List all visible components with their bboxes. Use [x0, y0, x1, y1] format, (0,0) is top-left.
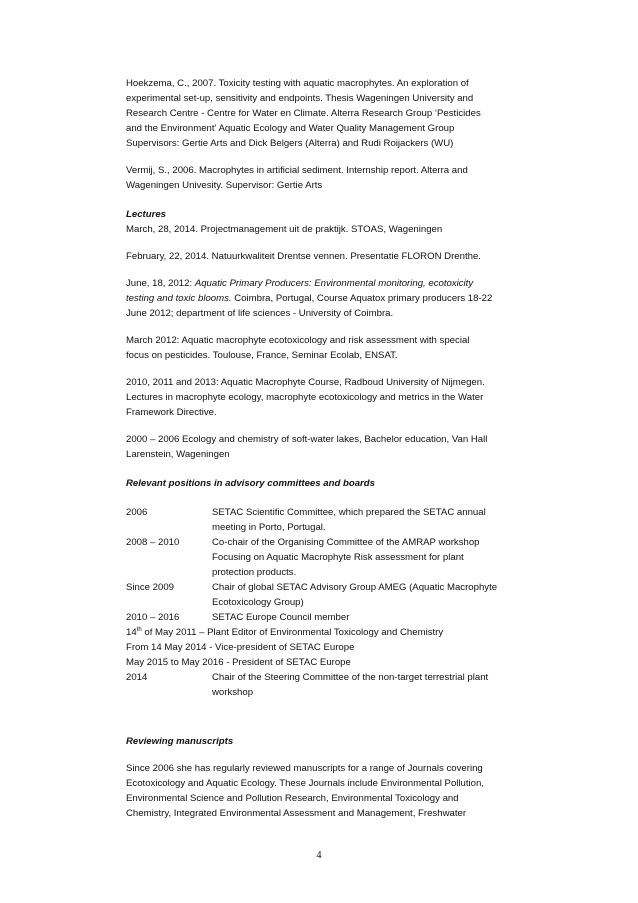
text-line: experimental set-up, sensitivity and endpoints. Thesis Wageningen University and [126, 93, 474, 104]
text-line: Hoekzema, C., 2007. Toxicity testing with aquatic macrophytes. An exploration of [126, 78, 469, 89]
position-row [126, 505, 536, 535]
lecture-title: testing and toxic blooms. [126, 293, 232, 304]
position-date: Since 2009 [126, 582, 175, 593]
position-detail: of May 2011 – Plant Editor of Environmental Toxicology and Chemistry [141, 627, 444, 638]
text-line: Chemistry, Integrated Environmental Assessment and Management, Freshwater [126, 808, 467, 819]
text-line: meeting in Porto, Portugal. [212, 522, 326, 533]
text-line: SETAC Europe Council member [212, 612, 350, 623]
text-line: Supervisors: Gertie Arts and Dick Belgers (Alterra) and Rudi Roijackers (WU) [126, 138, 454, 149]
text-line: Larenstein, Wageningen [126, 449, 230, 460]
lecture-item [126, 222, 536, 237]
lecture-date: June, 18, 2012: [126, 278, 195, 289]
position-description [212, 670, 536, 700]
text-line: Environmental Science and Pollution Research, Environmental Toxicology and [126, 793, 459, 804]
position-full-line [126, 625, 536, 640]
publication-vermij [126, 163, 536, 193]
reviewing-paragraph [126, 761, 536, 821]
position-date: 2006 [126, 507, 148, 518]
text-line: workshop [212, 687, 254, 698]
text-line: Research Centre - Centre for Water en Climate. Alterra Research Group ‘Pesticides [126, 108, 481, 119]
position-description [212, 580, 536, 610]
position-full-line: May 2015 to May 2016 - President of SETAC Europe [126, 657, 351, 668]
position-row [126, 535, 536, 580]
lectures-section [126, 207, 536, 462]
position-description [212, 610, 536, 625]
position-description [212, 505, 536, 535]
text-line: February, 22, 2014. Natuurkwaliteit Drentse vennen. Presentatie FLORON Drenthe. [126, 251, 481, 262]
lecture-item [126, 432, 536, 462]
reviewing-section [126, 734, 536, 821]
lecture-item [126, 333, 536, 363]
text-line: focus on pesticides. Toulouse, France, Seminar Ecolab, ENSAT. [126, 350, 398, 361]
text-line: March 2012: Aquatic macrophyte ecotoxicology and risk assessment with special [126, 335, 470, 346]
text-line: 2010, 2011 and 2013: Aquatic Macrophyte Course, Radboud University of Nijmegen. [126, 377, 485, 388]
text-line [126, 291, 536, 306]
text-line: Vermij, S., 2006. Macrophytes in artificial sediment. Internship report. Alterra and [126, 165, 468, 176]
position-full-line: From 14 May 2014 - Vice-president of SETAC Europe [126, 642, 355, 653]
text-line: protection products. [212, 567, 297, 578]
text-line: Chair of the Steering Committee of the non-target terrestrial plant [212, 672, 489, 683]
lecture-detail: Coimbra, Portugal, Course Aquatox primary producers 18-22 [231, 293, 493, 304]
text-line: and the Environment’ Aquatic Ecology and Water Quality Management Group [126, 123, 455, 134]
positions-table [126, 505, 536, 700]
text-line: March, 28, 2014. Projectmanagement uit de praktijk. STOAS, Wageningen [126, 224, 443, 235]
text-line [126, 276, 536, 291]
text-line: Framework Directive. [126, 407, 217, 418]
positions-heading: Relevant positions in advisory committees and boards [126, 478, 375, 489]
text-line: Focusing on Aquatic Macrophyte Risk assessment for plant [212, 552, 464, 563]
text-line: Ecotoxicology and Aquatic Ecology. These Journals include Environmental Pollution, [126, 778, 485, 789]
text-line: 2000 – 2006 Ecology and chemistry of soft-water lakes, Bachelor education, Van Hall [126, 434, 488, 445]
position-date: 2008 – 2010 [126, 537, 180, 548]
position-row [126, 670, 536, 700]
positions-section [126, 476, 536, 700]
text-line: SETAC Scientific Committee, which prepared the SETAC annual [212, 507, 486, 518]
lecture-item [126, 276, 536, 321]
lecture-item [126, 249, 536, 264]
position-description [212, 535, 536, 580]
text-line: Ecotoxicology Group) [212, 597, 304, 608]
text-line: Lectures in macrophyte ecology, macrophyte ecotoxicology and metrics in the Water [126, 392, 484, 403]
position-row [126, 610, 536, 625]
text-line: Since 2006 she has regularly reviewed manuscripts for a range of Journals covering [126, 763, 483, 774]
text-line: Wageningen Univesity. Supervisor: Gertie Arts [126, 180, 323, 191]
position-row [126, 580, 536, 610]
lecture-item [126, 375, 536, 420]
ordinal-suffix: th [136, 626, 142, 633]
reviewing-heading: Reviewing manuscripts [126, 736, 234, 747]
publication-hoekzema [126, 76, 536, 151]
section-spacer [126, 700, 536, 734]
text-line: Chair of global SETAC Advisory Group AMEG (Aquatic Macrophyte [212, 582, 498, 593]
lectures-heading: Lectures [126, 209, 166, 220]
document-page [126, 76, 536, 833]
text-line: Co-chair of the Organising Committee of the AMRAP workshop [212, 537, 480, 548]
page-number: 4 [316, 850, 322, 861]
lecture-title: Aquatic Primary Producers: Environmental monitoring, ecotoxicity [194, 278, 474, 289]
position-day: 14 [126, 627, 137, 638]
position-date: 2010 – 2016 [126, 612, 180, 623]
text-line: June 2012; department of life sciences - University of Coimbra. [126, 308, 394, 319]
position-date: 2014 [126, 672, 148, 683]
